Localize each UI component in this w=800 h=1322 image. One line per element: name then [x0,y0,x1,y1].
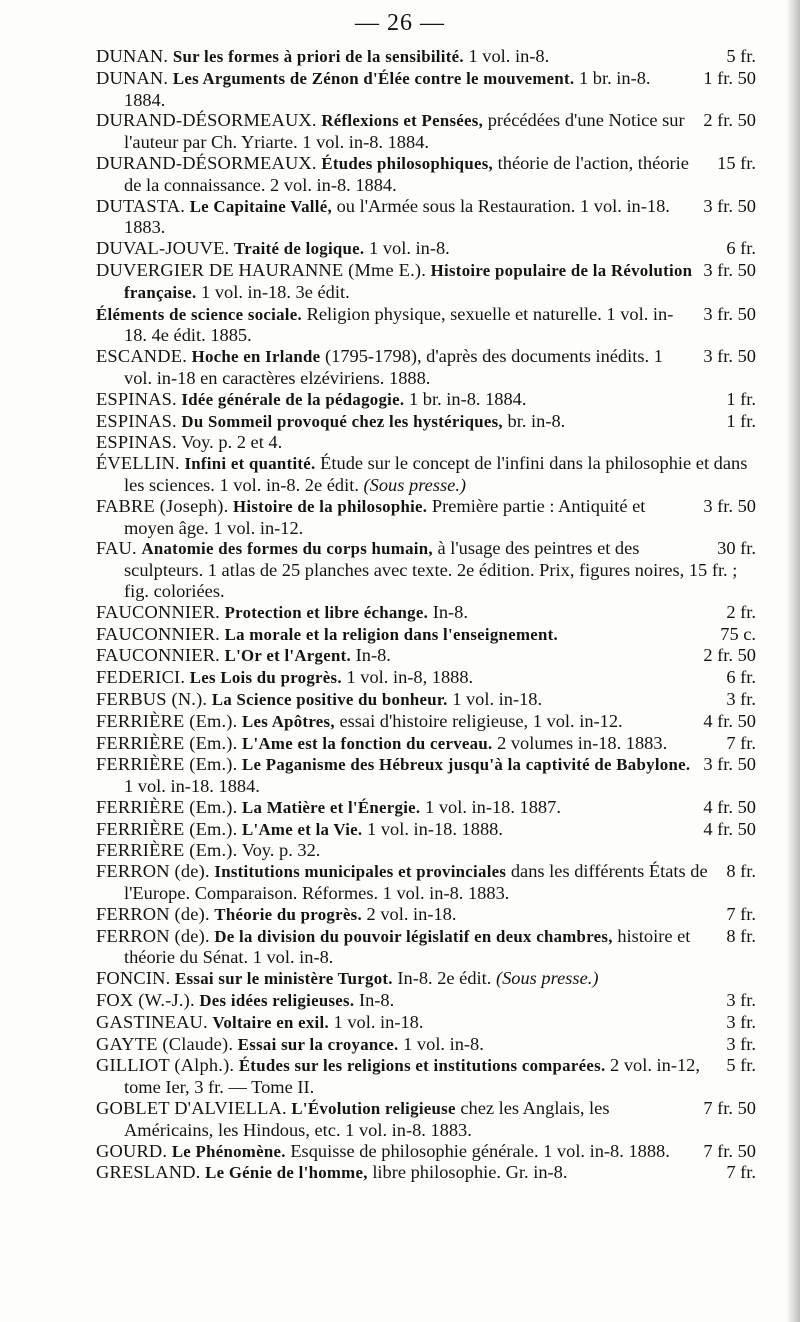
catalog-entry [96,46,756,68]
catalog-entry [96,538,756,601]
entry-author: GRESLAND. [96,1162,201,1183]
catalog-entry [96,1012,756,1034]
entry-price: 6 fr. [726,238,756,259]
catalog-entry [96,819,756,841]
catalog-entry [96,68,756,111]
entry-description: In-8. [355,645,391,666]
entry-description: essai d'histoire religieuse, 1 vol. in-12. [339,710,623,731]
entry-title: Institutions municipales et provinciales [214,862,507,882]
entry-title: Études sur les religions et institutions comparées. [238,1056,606,1076]
entry-author: FAUCONNIER. [96,645,220,666]
entry-author: ESPINAS. [96,432,177,453]
catalog-entry [96,1055,756,1098]
entry-description: Voy. p. 2 et 4. [181,432,283,453]
entry-title: Histoire de la philosophie. [233,496,428,516]
entry-author: FABRE (Joseph). [96,495,229,516]
entry-note: (Sous presse.) [495,968,599,989]
entry-description: Étude sur le concept de l'infini dans la philosophie et dans les sciences. 1 vol. in-8. 2e édit. [124,453,748,495]
entry-description: 2 volumes in-18. 1883. [497,732,668,753]
entry-title: Études philosophiques, [321,153,494,173]
catalog-entry [96,346,756,389]
entry-description: 2 vol. in-18. [366,903,457,924]
entry-price: 5 fr. [726,1055,756,1076]
entry-author: DUNAN. [96,67,169,88]
entry-price: 4 fr. 50 [703,818,756,839]
entry-price: 4 fr. 50 [703,710,756,731]
catalog-entry [96,496,756,539]
entry-title: Le Phénomène. [171,1141,286,1161]
entry-price: 3 fr. 50 [703,346,756,367]
entry-title: Anatomie des formes du corps humain, [141,539,433,559]
entry-title: L'Évolution religieuse [291,1099,456,1119]
catalog-list [96,46,756,1184]
entry-author: FERRIÈRE (Em.). [96,710,238,731]
catalog-entry [96,453,756,496]
entry-price: 30 fr. [717,538,756,559]
catalog-entry [96,797,756,819]
entry-description: 1 vol. in-18. 1888. [367,818,503,839]
entry-title: Essai sur le ministère Turgot. [175,969,393,989]
entry-description: (1795-1798), d'après des documents inédits. 1 vol. in-18 en caractères elzéviriens. 1888. [124,346,663,388]
catalog-entry [96,754,756,797]
entry-title: La Matière et l'Énergie. [242,797,421,817]
catalog-entry [96,926,756,969]
catalog-entry [96,861,756,904]
entry-author: FERRIÈRE (Em.). [96,818,238,839]
entry-description: chez les Anglais, les Américains, les Hindous, etc. 1 vol. in-8. 1883. [124,1098,610,1140]
entry-price: 3 fr. 50 [703,195,756,216]
entry-author: ESPINAS. [96,388,177,409]
entry-description: Esquisse de philosophie générale. 1 vol. in-8. 1888. [290,1140,670,1161]
entry-author: FERBUS (N.). [96,688,208,709]
entry-author: DURAND-DÉSORMEAUX. [96,152,317,173]
entry-author: FERRON (de). [96,903,210,924]
entry-price: 7 fr. 50 [703,1140,756,1161]
entry-title: Le Paganisme des Hébreux jusqu'à la captivité de Babylone. [242,755,691,775]
entry-author: FERRIÈRE (Em.). [96,840,238,861]
entry-price: 3 fr. 50 [703,259,756,280]
catalog-entry [96,840,756,861]
catalog-entry [96,968,756,990]
catalog-entry [96,153,756,196]
entry-title: Les Arguments de Zénon d'Élée contre le mouvement. [172,68,575,88]
entry-price: 8 fr. [726,925,756,946]
catalog-entry [96,645,756,667]
catalog-entry [96,1141,756,1163]
catalog-entry [96,110,756,153]
entry-author: FAUCONNIER. [96,623,220,644]
entry-price: 3 fr. 50 [703,303,756,324]
entry-title: L'Ame est la fonction du cerveau. [242,733,493,753]
entry-author: GOURD. [96,1140,168,1161]
entry-description: théorie de l'action, théorie de la connaissance. 2 vol. in-8. 1884. [124,152,689,195]
entry-title: Idée générale de la pédagogie. [181,389,405,409]
catalog-entry [96,733,756,755]
entry-price: 7 fr. [726,903,756,924]
entry-description: 1 br. in-8. 1884. [408,388,527,409]
entry-title: Sur les formes à priori de la sensibilité. [172,47,464,66]
entry-title: La morale et la religion dans l'enseignement. [224,624,558,644]
entry-note: (Sous presse.) [363,474,467,495]
entry-title: Histoire populaire de la Révolution française. [124,260,693,302]
entry-author: GOBLET D'ALVIELLA. [96,1098,287,1119]
page-number: — 26 — [355,10,445,36]
entry-title: Théorie du progrès. [214,904,362,924]
catalog-entry [96,411,756,433]
entry-title: Les Apôtres, [242,711,335,731]
catalog-entry [96,1034,756,1056]
entry-description: In-8. 2e édit. [397,968,492,989]
entry-description: histoire et théorie du Sénat. 1 vol. in-8. [124,925,691,968]
entry-author: FERRON (de). [96,925,210,946]
entry-price: 15 fr. [717,152,756,173]
entry-author: GASTINEAU. [96,1011,208,1032]
entry-author: FOX (W.-J.). [96,990,195,1011]
entry-description: Première partie : Antiquité et moyen âge. 1 vol. in-12. [124,495,646,538]
catalog-entry [96,667,756,689]
entry-title: Protection et libre échange. [224,602,429,622]
entry-title: L'Ame et la Vie. [242,819,363,839]
entry-author: FERRON (de). [96,861,210,882]
entry-author: DURAND-DÉSORMEAUX. [96,110,317,131]
catalog-entry [96,990,756,1012]
entry-description: 1 vol. in-18. 1884. [124,776,260,797]
entry-description: Voy. p. 32. [241,840,321,861]
entry-price: 5 fr. [726,46,756,66]
entry-price: 3 fr. [726,1033,756,1054]
entry-title: Du Sommeil provoqué chez les hystériques, [181,411,503,431]
entry-price: 7 fr. [726,732,756,753]
entry-title: Le Capitaine Vallé, [189,196,332,216]
entry-title: Les Lois du progrès. [189,668,342,688]
entry-price: 3 fr. 50 [703,495,756,516]
entry-author: FEDERICI. [96,667,186,688]
entry-author: FERRIÈRE (Em.). [96,754,238,775]
entry-description: dans les différents États de l'Europe. Comparaison. Réformes. 1 vol. in-8. 1883. [124,861,708,904]
entry-description: 1 vol. in-8. [403,1033,484,1054]
entry-price: 3 fr. 50 [703,754,756,775]
entry-author: FERRIÈRE (Em.). [96,796,238,817]
catalog-entry [96,602,756,624]
entry-title: Des idées religieuses. [199,991,355,1011]
entry-description: à l'usage des peintres et des sculpteurs. 1 atlas de 25 planches avec texte. 2e édition. Prix, figures noires, 15 fr. ; fig. coloriées. [124,538,738,601]
catalog-entry [96,432,756,453]
entry-title: Réflexions et Pensées, [321,111,484,131]
catalog-entry [96,689,756,711]
entry-title: De la division du pouvoir législatif en deux chambres, [214,926,613,946]
entry-price: 2 fr. 50 [703,645,756,666]
entry-title: Éléments de science sociale. [96,304,302,324]
entry-price: 6 fr. [726,667,756,688]
entry-description: In-8. [432,601,468,622]
entry-description: précédées d'une Notice sur l'auteur par Ch. Yriarte. 1 vol. in-8. 1884. [124,110,685,153]
entry-price: 2 fr. 50 [703,110,756,131]
entry-price: 7 fr. 50 [703,1098,756,1119]
entry-description: 1 vol. in-8. [468,46,550,66]
entry-description: 1 vol. in-8, 1888. [346,667,474,688]
entry-title: L'Or et l'Argent. [224,646,352,666]
entry-title: La Science positive du bonheur. [211,689,448,709]
entry-author: GAYTE (Claude). [96,1033,234,1054]
entry-description: 2 vol. in-12, tome Ier, 3 fr. — Tome II. [124,1055,700,1098]
entry-author: ESPINAS. [96,410,177,431]
entry-price: 7 fr. [726,1162,756,1183]
catalog-entry [96,304,756,347]
entry-title: Infini et quantité. [184,454,316,474]
entry-description: 1 vol. in-18. [333,1011,424,1032]
entry-description: 1 vol. in-8. [369,238,450,259]
entry-description: 1 vol. in-18. [452,688,543,709]
entry-author: FAU. [96,538,137,559]
entry-author: DUTASTA. [96,195,186,216]
entry-price: 8 fr. [726,861,756,882]
entry-price: 3 fr. [726,990,756,1011]
entry-author: FERRIÈRE (Em.). [96,732,238,753]
page-edge-shadow [786,0,800,1322]
entry-description: Religion physique, sexuelle et naturelle. 1 vol. in-18. 4e édit. 1885. [124,303,674,346]
entry-author: ÉVELLIN. [96,453,180,474]
catalog-entry [96,1098,756,1141]
entry-price: 1 fr. 50 [703,67,756,88]
entry-author: DUNAN. [96,46,169,66]
entry-description: 1 vol. in-18. 1887. [425,796,561,817]
entry-author: DUVERGIER DE HAURANNE (Mme E.). [96,259,427,280]
entry-description: ou l'Armée sous la Restauration. 1 vol. in-18. 1883. [124,195,670,238]
catalog-entry [96,711,756,733]
entry-author: FONCIN. [96,968,171,989]
entry-author: FAUCONNIER. [96,601,220,622]
catalog-entry [96,904,756,926]
entry-author: DUVAL-JOUVE. [96,238,230,259]
entry-price: 4 fr. 50 [703,796,756,817]
entry-price: 1 fr. [726,388,756,409]
entry-price: 3 fr. [726,1011,756,1032]
entry-author: GILLIOT (Alph.). [96,1055,235,1076]
catalog-entry [96,1162,756,1184]
catalog-entry [96,389,756,411]
entry-title: Essai sur la croyance. [237,1034,399,1054]
catalog-entry [96,260,756,304]
entry-price: 3 fr. [726,688,756,709]
entry-price: 75 c. [720,623,756,644]
entry-description: In-8. [358,990,395,1011]
entry-author: ESCANDE. [96,346,188,367]
entry-title: Hoche en Irlande [191,347,321,367]
catalog-entry [96,624,756,646]
entry-title: Voltaire en exil. [212,1012,329,1032]
entry-title: Traité de logique. [233,239,365,259]
entry-description: libre philosophie. Gr. in-8. [372,1162,568,1183]
entry-description: 1 vol. in-18. 3e édit. [201,281,350,302]
entry-price: 1 fr. [726,410,756,431]
entry-description: 1 br. in-8. 1884. [124,67,651,110]
entry-description: br. in-8. [507,410,566,431]
entry-title: Le Génie de l'homme, [205,1163,368,1183]
entry-price: 2 fr. [726,601,756,622]
catalog-entry [96,196,756,239]
catalog-entry [96,238,756,260]
